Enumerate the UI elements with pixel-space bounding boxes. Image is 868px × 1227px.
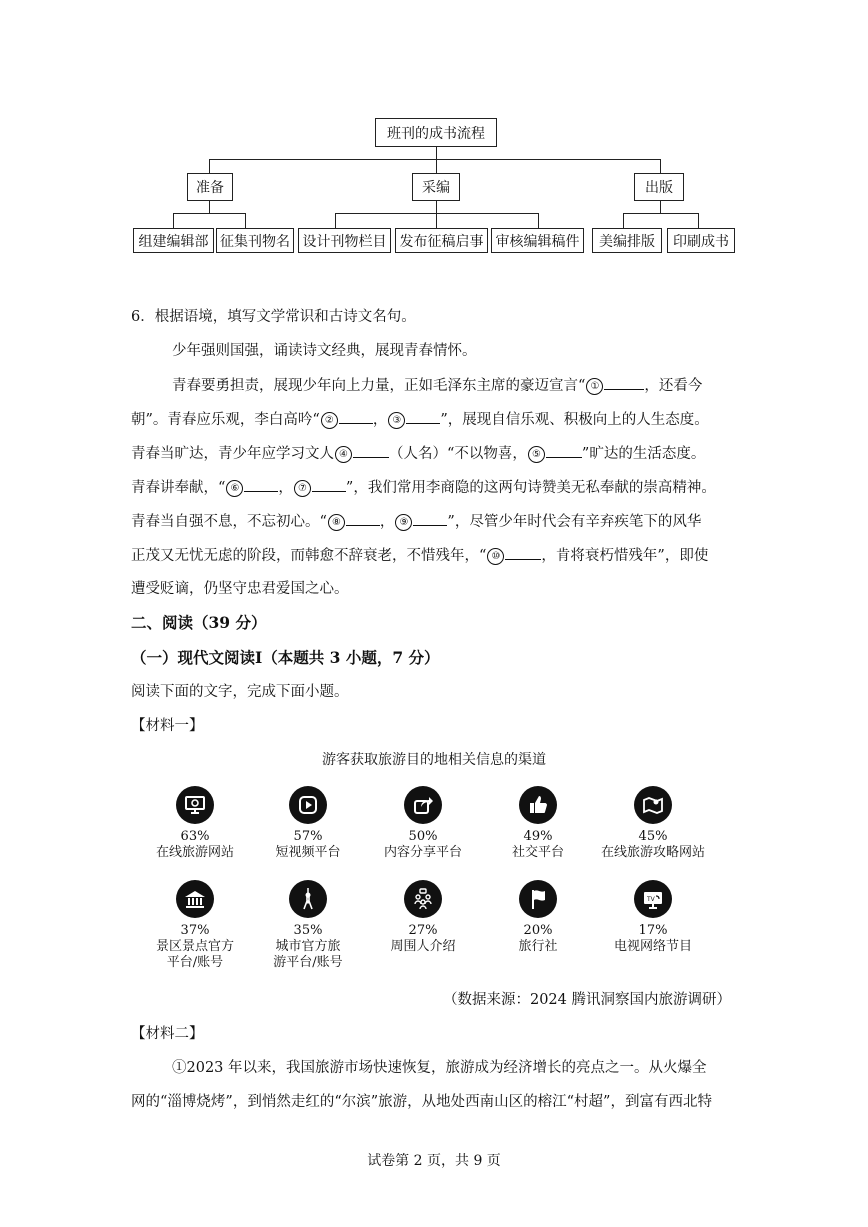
answer-blank-9[interactable] bbox=[413, 511, 447, 526]
flowchart-root: 班刊的成书流程 bbox=[375, 118, 497, 147]
channel-label: 在线旅游攻略网站 bbox=[600, 845, 705, 860]
question-line bbox=[131, 409, 709, 430]
question-line bbox=[131, 443, 705, 464]
blank-number: ① bbox=[586, 378, 603, 395]
text: 正茂又无忧无虑的阶段，而韩愈不辞衰老，不惜残年，“ bbox=[131, 548, 487, 564]
channel-label: 平台/账号 bbox=[166, 955, 224, 970]
blank-number: ④ bbox=[335, 446, 352, 463]
channel-percent: 49% bbox=[523, 829, 553, 844]
share-icon bbox=[404, 786, 442, 824]
flowchart-leaf: 组建编辑部 bbox=[133, 228, 214, 253]
people-icon bbox=[404, 880, 442, 918]
channel-label: 景区景点官方 bbox=[155, 939, 234, 954]
flowchart-branch-edit: 采编 bbox=[412, 173, 460, 201]
channel-percent: 57% bbox=[293, 829, 323, 844]
connector bbox=[660, 159, 661, 173]
channel-label: 周围人介绍 bbox=[390, 939, 456, 954]
answer-blank-1[interactable] bbox=[604, 375, 644, 390]
connector bbox=[245, 213, 246, 228]
text: ，还看今 bbox=[644, 378, 703, 394]
connector bbox=[538, 213, 539, 228]
play-icon bbox=[289, 786, 327, 824]
channel-label: 旅行社 bbox=[518, 939, 558, 954]
thumbs-up-icon bbox=[519, 786, 557, 824]
connector bbox=[436, 213, 437, 228]
text: ”，尽管少年时代会有辛弃疾笔下的风华 bbox=[447, 514, 702, 530]
paragraph-line: ①2023 年以来，我国旅游市场快速恢复，旅游成为经济增长的亮点之一。从火爆全 bbox=[172, 1060, 707, 1076]
connector bbox=[436, 201, 437, 213]
question-line bbox=[131, 511, 701, 532]
connector bbox=[335, 213, 336, 228]
text: 朝”。青春应乐观，李白高吟“ bbox=[131, 412, 320, 428]
question-line bbox=[172, 375, 702, 396]
pavilion-icon bbox=[176, 880, 214, 918]
blank-number: ⑤ bbox=[528, 446, 545, 463]
svg-text:TV: TV bbox=[647, 896, 655, 903]
text: ”旷达的生活态度。 bbox=[581, 446, 706, 462]
channel-percent: 45% bbox=[638, 829, 668, 844]
answer-blank-4[interactable] bbox=[353, 443, 389, 458]
material-label: 【材料一】 bbox=[131, 718, 204, 734]
question-6-heading: 6．根据语境，填写文学常识和古诗文名句。 bbox=[131, 309, 416, 325]
channel-percent: 63% bbox=[180, 829, 210, 844]
channel-percent: 17% bbox=[638, 923, 668, 938]
channel-percent: 27% bbox=[408, 923, 438, 938]
flowchart-leaf: 印刷成书 bbox=[667, 228, 735, 253]
text: ， bbox=[278, 480, 293, 496]
infographic-title: 游客获取旅游目的地相关信息的渠道 bbox=[322, 752, 546, 768]
connector bbox=[660, 201, 661, 213]
flowchart-leaf: 设计刊物栏目 bbox=[298, 228, 391, 253]
channel-label: 电视网络节目 bbox=[613, 939, 692, 954]
paragraph: 少年强则国强，诵读诗文经典，展现青春情怀。 bbox=[172, 343, 477, 359]
channel-label: 短视频平台 bbox=[275, 845, 341, 860]
text: ，肯将衰朽惜残年”，即使 bbox=[541, 548, 709, 564]
connector bbox=[209, 159, 660, 160]
channel-label: 在线旅游网站 bbox=[155, 845, 234, 860]
text: ”，我们常用李商隐的这两句诗赞美无私奉献的崇高精神。 bbox=[345, 480, 716, 496]
connector bbox=[209, 159, 210, 173]
instruction: 阅读下面的文字，完成下面小题。 bbox=[131, 684, 349, 700]
connector bbox=[623, 213, 624, 228]
answer-blank-3[interactable] bbox=[406, 409, 440, 424]
answer-blank-10[interactable] bbox=[505, 545, 541, 560]
blank-number: ⑥ bbox=[226, 480, 243, 497]
connector bbox=[436, 159, 437, 173]
text: ， bbox=[372, 412, 388, 428]
text: ， bbox=[379, 514, 395, 530]
flowchart-leaf: 征集刊物名 bbox=[216, 228, 294, 253]
subsection-title: （一）现代文阅读Ⅰ（本题共 3 小题，7 分） bbox=[131, 648, 440, 667]
connector bbox=[623, 213, 698, 214]
blank-number: ⑩ bbox=[487, 548, 504, 565]
text: ”，展现自信乐观、积极向上的人生态度。 bbox=[440, 412, 709, 428]
section-title: 二、阅读（39 分） bbox=[131, 613, 267, 632]
question-line: 遭受贬谪，仍坚守忠君爱国之心。 bbox=[131, 581, 349, 597]
answer-blank-7[interactable] bbox=[312, 477, 346, 492]
answer-blank-2[interactable] bbox=[339, 409, 373, 424]
question-line bbox=[131, 545, 708, 566]
channel-label: 内容分享平台 bbox=[383, 845, 462, 860]
connector bbox=[436, 147, 437, 159]
channel-label: 城市官方旅 bbox=[275, 939, 341, 954]
channel-percent: 35% bbox=[293, 923, 323, 938]
question-line bbox=[131, 477, 716, 498]
flowchart-leaf: 发布征稿启事 bbox=[395, 228, 488, 253]
flag-icon bbox=[519, 880, 557, 918]
connector bbox=[173, 213, 174, 228]
blank-number: ② bbox=[321, 412, 338, 429]
channel-label: 社交平台 bbox=[511, 845, 564, 860]
tower-icon bbox=[289, 880, 327, 918]
text: 青春讲奉献，“ bbox=[131, 480, 226, 496]
text: 青春当旷达，青少年应学习文人 bbox=[131, 446, 334, 462]
flowchart-branch-prepare: 准备 bbox=[187, 173, 233, 201]
blank-number: ③ bbox=[388, 412, 405, 429]
page-footer: 试卷第 2 页，共 9 页 bbox=[367, 1153, 501, 1169]
flowchart-leaf: 美编排版 bbox=[592, 228, 662, 253]
blank-number: ⑦ bbox=[294, 480, 311, 497]
connector bbox=[698, 213, 699, 228]
monitor-icon bbox=[176, 786, 214, 824]
channel-item bbox=[583, 786, 723, 861]
channel-item bbox=[583, 880, 723, 955]
answer-blank-5[interactable] bbox=[546, 443, 582, 458]
channel-label: 游平台/账号 bbox=[273, 955, 343, 970]
flowchart-leaf: 审核编辑稿件 bbox=[491, 228, 584, 253]
flowchart-branch-publish: 出版 bbox=[634, 173, 684, 201]
connector bbox=[209, 201, 210, 213]
blank-number: ⑨ bbox=[395, 514, 412, 531]
channel-percent: 37% bbox=[180, 923, 210, 938]
data-source: （数据来源：2024 腾讯洞察国内旅游调研） bbox=[442, 992, 731, 1008]
text: （人名）“不以物喜， bbox=[389, 446, 527, 462]
text: 青春要勇担责，展现少年向上力量，正如毛泽东主席的豪迈宣言“ bbox=[172, 378, 586, 394]
channel-percent: 20% bbox=[523, 923, 553, 938]
map-icon bbox=[634, 786, 672, 824]
text: 青春当自强不息，不忘初心。“ bbox=[131, 514, 327, 530]
paragraph-line: 网的“淄博烧烤”，到悄然走红的“尔滨”旅游，从地处西南山区的榕江“村超”，到富有西北特 bbox=[131, 1094, 712, 1110]
channel-percent: 50% bbox=[408, 829, 438, 844]
blank-number: ⑧ bbox=[328, 514, 345, 531]
material-label: 【材料二】 bbox=[131, 1026, 204, 1042]
connector bbox=[173, 213, 245, 214]
answer-blank-6[interactable] bbox=[244, 477, 278, 492]
tv-icon bbox=[634, 880, 672, 918]
answer-blank-8[interactable] bbox=[346, 511, 380, 526]
